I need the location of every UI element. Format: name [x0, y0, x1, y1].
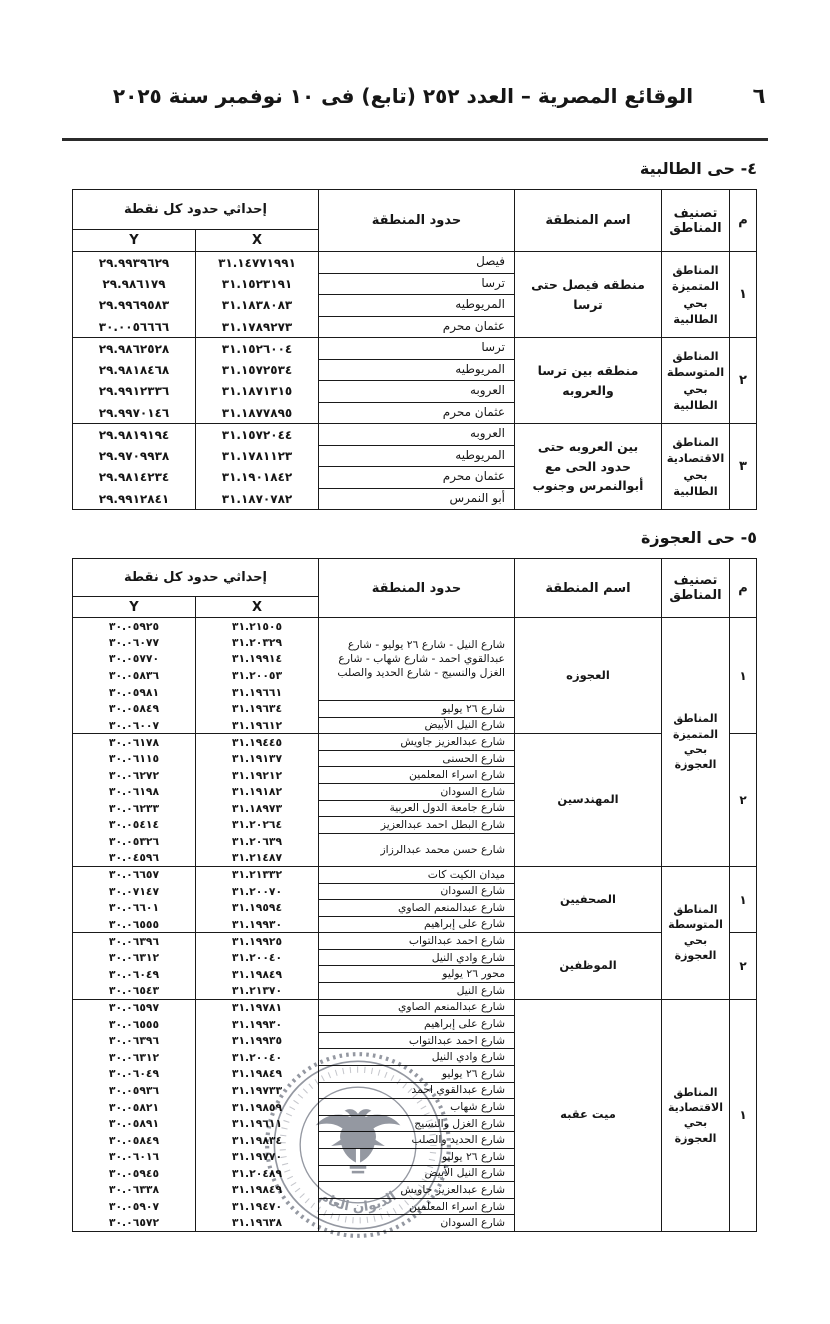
x-coordinate-cell: ٣١.١٩٨٣٤ [196, 1132, 319, 1149]
x-coordinate-cell: ٣١.٢٠٦٣٩ [196, 833, 319, 850]
y-coordinate-cell: ٣٠.٠٦٥٧٢ [73, 1215, 196, 1232]
district-section [73, 527, 757, 1232]
y-coordinate-cell: ٣٠.٠٦٦٠١ [73, 900, 196, 917]
page-header [70, 84, 782, 108]
x-coordinate-cell: ٣١.١٩٧٨١ [196, 999, 319, 1016]
point-row [73, 999, 757, 1016]
boundary-cell: فيصل [319, 252, 515, 274]
area-name-cell: العجوزه [515, 618, 662, 734]
boundary-cell: المريوطيه [319, 295, 515, 317]
y-coordinate-cell: ٣٠.٠٦٢٧٢ [73, 767, 196, 784]
point-row [73, 338, 757, 360]
column-header-num: م [730, 559, 757, 618]
y-coordinate-cell: ٣٠.٠٠٥٦٦٦٦ [73, 316, 196, 338]
boundary-cell: ترسا [319, 273, 515, 295]
x-coordinate-cell: ٣١.٢١٣٧٠ [196, 983, 319, 1000]
y-coordinate-cell: ٢٩.٩٩٧٠١٤٦ [73, 402, 196, 424]
table-header-row [73, 559, 757, 597]
point-row [73, 252, 757, 274]
boundary-cell: عثمان محرم [319, 402, 515, 424]
x-coordinate-cell: ٣١.٢٠٠٤٠ [196, 1049, 319, 1066]
column-header-classification: تصنيف المناطق [662, 190, 730, 252]
x-coordinate-cell: ٣١.١٩٠١٨٤٢ [196, 467, 319, 489]
y-coordinate-cell: ٣٠.٠٥٣٢٦ [73, 833, 196, 850]
section-title: ٤- حى الطالبية [639, 159, 757, 178]
y-coordinate-cell: ٢٩.٩٩٦٩٥٨٣ [73, 295, 196, 317]
boundary-cell: أبو النمرس [319, 488, 515, 510]
y-coordinate-cell: ٣٠.٠٦٣٩٦ [73, 933, 196, 950]
column-header-area-name: اسم المنطقة [515, 559, 662, 618]
x-coordinate-cell: ٣١.١٥٢٦٠٠٤ [196, 338, 319, 360]
x-coordinate-cell: ٣١.١٩٧٣٣ [196, 1082, 319, 1099]
x-coordinate-cell: ٣١.١٩٥٩٤ [196, 900, 319, 917]
area-name-cell: المهندسين [515, 734, 662, 867]
x-coordinate-cell: ٣١.١٩١٨٢ [196, 783, 319, 800]
y-coordinate-cell: ٢٩.٩٩٣٩٦٢٩ [73, 252, 196, 274]
x-coordinate-cell: ٣١.٢٠٠٥٣ [196, 667, 319, 684]
classification-cell: المناطق المتوسطة بحي العجوزة [662, 866, 730, 999]
boundary-cell: ميدان الكيت كات [319, 866, 515, 883]
y-coordinate-cell: ٣٠.٠٥٤١٤ [73, 817, 196, 834]
area-number-cell: ١ [730, 866, 757, 932]
x-coordinate-cell: ٣١.١٩٤٤٥ [196, 734, 319, 751]
y-coordinate-cell: ٣٠.٠٦٢٣٣ [73, 800, 196, 817]
y-coordinate-cell: ٣٠.٠٦٣٣٨ [73, 1182, 196, 1199]
boundary-cell: شارع وادي النيل [319, 1049, 515, 1066]
x-coordinate-cell: ٣١.١٩٦١٢ [196, 717, 319, 734]
coordinates-table [72, 189, 757, 510]
boundary-cell: شارع شهاب [319, 1099, 515, 1116]
y-coordinate-cell: ٣٠.٠٥٩٣٦ [73, 1082, 196, 1099]
y-coordinate-cell: ٣٠.٠٥٨٢١ [73, 1099, 196, 1116]
column-header-y: Y [73, 230, 196, 252]
boundary-cell: شارع اسراء المعلمين [319, 767, 515, 784]
x-coordinate-cell: ٣١.١٩٦١١ [196, 1115, 319, 1132]
y-coordinate-cell: ٣٠.٠٤٥٩٦ [73, 850, 196, 867]
area-number-cell: ٢ [730, 933, 757, 999]
boundary-cell: شارع احمد عبدالتواب [319, 933, 515, 950]
x-coordinate-cell: ٣١.٢١٥٠٥ [196, 618, 319, 635]
boundary-cell: شارع البطل احمد عبدالعزيز [319, 817, 515, 834]
y-coordinate-cell: ٣٠.٠٦٥٤٣ [73, 983, 196, 1000]
point-row [73, 424, 757, 446]
boundary-cell: محور ٢٦ يوليو [319, 966, 515, 983]
boundary-cell: شارع ٢٦ يوليو [319, 1066, 515, 1083]
column-header-y: Y [73, 597, 196, 618]
point-row [73, 933, 757, 950]
boundary-cell: شارع جامعة الدول العربية [319, 800, 515, 817]
area-number-cell: ١ [730, 618, 757, 734]
boundary-cell: المريوطيه [319, 445, 515, 467]
x-coordinate-cell: ٣١.٢٠٠٤٠ [196, 949, 319, 966]
point-row [73, 866, 757, 883]
x-coordinate-cell: ٣١.٢٠٠٧٠ [196, 883, 319, 900]
gazette-content [73, 158, 757, 1232]
x-coordinate-cell: ٣١.١٩١٣٧ [196, 750, 319, 767]
y-coordinate-cell: ٣٠.٠٦١١٥ [73, 750, 196, 767]
x-coordinate-cell: ٣١.١٩٦٣٤ [196, 700, 319, 717]
boundary-cell: ترسا [319, 338, 515, 360]
boundary-cell: شارع عبدالعزيز جاويش [319, 734, 515, 751]
y-coordinate-cell: ٢٩.٩٨١٤٢٣٤ [73, 467, 196, 489]
x-coordinate-cell: ٣١.١٨٧١٣١٥ [196, 381, 319, 403]
y-coordinate-cell: ٣٠.٠٥٨٤٩ [73, 700, 196, 717]
boundary-cell: شارع ٢٦ يوليو [319, 1149, 515, 1166]
coordinates-table [72, 558, 757, 1232]
x-coordinate-cell: ٣١.٢٠٤٨٩ [196, 1165, 319, 1182]
x-coordinate-cell: ٣١.١٥٧٢٠٤٤ [196, 424, 319, 446]
classification-cell: المناطق الاقتصادية بحي الطالبية [662, 424, 730, 510]
boundary-cell: شارع السودان [319, 783, 515, 800]
gazette-header-title: الوقائع المصرية – العدد ٢٥٢ (تابع) فى ١٠ نوفمبر سنة ٢٠٢٥ [112, 84, 694, 108]
boundary-cell: شارع السودان [319, 1215, 515, 1232]
table-header-row [73, 190, 757, 230]
area-name-cell: الموظفين [515, 933, 662, 999]
boundary-cell: عثمان محرم [319, 467, 515, 489]
x-coordinate-cell: ٣١.٢١٤٨٧ [196, 850, 319, 867]
x-coordinate-cell: ٣١.١٩٦٦١ [196, 684, 319, 701]
y-coordinate-cell: ٣٠.٠٥٩٢٥ [73, 618, 196, 635]
x-coordinate-cell: ٣١.١٥٧٢٥٣٤ [196, 359, 319, 381]
x-coordinate-cell: ٣١.١٨٧٧٨٩٥ [196, 402, 319, 424]
boundary-cell: شارع النيل الأبيض [319, 1165, 515, 1182]
point-row [73, 618, 757, 635]
y-coordinate-cell: ٣٠.٠٦٠٤٩ [73, 966, 196, 983]
y-coordinate-cell: ٢٩.٩٩١٢٣٣٦ [73, 381, 196, 403]
y-coordinate-cell: ٢٩.٩٩١٢٨٤١ [73, 488, 196, 510]
area-number-cell: ٢ [730, 734, 757, 867]
x-coordinate-cell: ٣١.١٩٧٧٠ [196, 1149, 319, 1166]
y-coordinate-cell: ٣٠.٠٦٠٠٧ [73, 717, 196, 734]
boundary-cell: المريوطيه [319, 359, 515, 381]
header-divider [62, 138, 768, 141]
y-coordinate-cell: ٢٩.٩٨٦٢٥٢٨ [73, 338, 196, 360]
y-coordinate-cell: ٣٠.٠٥٩٤٥ [73, 1165, 196, 1182]
y-coordinate-cell: ٢٩.٩٨٦١٧٩ [73, 273, 196, 295]
y-coordinate-cell: ٣٠.٠٦٠٤٩ [73, 1066, 196, 1083]
y-coordinate-cell: ٣٠.٠٦٠١٦ [73, 1149, 196, 1166]
x-coordinate-cell: ٣١.١٩٩٣٠ [196, 916, 319, 933]
x-coordinate-cell: ٣١.١٨٣٨٠٨٣ [196, 295, 319, 317]
x-coordinate-cell: ٣١.٢٠٢٦٤ [196, 817, 319, 834]
area-number-cell: ١ [730, 252, 757, 338]
y-coordinate-cell: ٢٩.٩٨١٨٤٦٨ [73, 359, 196, 381]
boundary-cell: العروبه [319, 424, 515, 446]
boundary-cell: شارع الغزل والنسيج [319, 1115, 515, 1132]
area-name-cell: الصحفيين [515, 866, 662, 932]
boundary-cell: شارع عبدالمنعم الصاوي [319, 999, 515, 1016]
column-header-x: X [196, 230, 319, 252]
y-coordinate-cell: ٣٠.٠٦١٧٨ [73, 734, 196, 751]
classification-cell: المناطق المتوسطة بحي الطالبية [662, 338, 730, 424]
y-coordinate-cell: ٣٠.٠٦٥٥٥ [73, 1016, 196, 1033]
boundary-cell: عثمان محرم [319, 316, 515, 338]
y-coordinate-cell: ٣٠.٠٥٩٠٧ [73, 1198, 196, 1215]
boundary-cell: شارع الحسنى [319, 750, 515, 767]
classification-cell: المناطق المتميزة بحي العجوزة [662, 618, 730, 867]
boundary-cell: شارع النيل - شارع ٢٦ يوليو - شارع عبدالقوي احمد - شارع شهاب - شارع الغزل والنسيج - شارع الحديد والصلب [319, 618, 515, 701]
x-coordinate-cell: ٣١.١٩٨٤٩ [196, 1182, 319, 1199]
x-coordinate-cell: ٣١.١٨٩٧٣ [196, 800, 319, 817]
area-number-cell: ٢ [730, 338, 757, 424]
column-header-num: م [730, 190, 757, 252]
y-coordinate-cell: ٣٠.٠٥٨٤٩ [73, 1132, 196, 1149]
y-coordinate-cell: ٣٠.٠٦٣١٢ [73, 1049, 196, 1066]
boundary-cell: شارع عبدالقوي احمد [319, 1082, 515, 1099]
x-coordinate-cell: ٣١.١٩٤٧٠ [196, 1198, 319, 1215]
boundary-cell: شارع على إبراهيم [319, 916, 515, 933]
y-coordinate-cell: ٣٠.٠٥٧٧٠ [73, 651, 196, 668]
x-coordinate-cell: ٣١.١٥٢٣١٩١ [196, 273, 319, 295]
boundary-cell: شارع اسراء المعلمين [319, 1198, 515, 1215]
column-header-classification: تصنيف المناطق [662, 559, 730, 618]
boundary-cell: شارع وادي النيل [319, 949, 515, 966]
classification-cell: المناطق الاقتصادية بحي العجوزة [662, 999, 730, 1231]
area-name-cell: بين العروبه حتى حدود الحى مع أبوالنمرس وجنوب [515, 424, 662, 510]
boundary-cell: شارع عبدالمنعم الصاوي [319, 900, 515, 917]
column-header-boundaries: حدود المنطقة [319, 190, 515, 252]
column-header-area-name: اسم المنطقة [515, 190, 662, 252]
y-coordinate-cell: ٣٠.٠٦٥٩٧ [73, 999, 196, 1016]
boundary-cell: شارع الحديد والصلب [319, 1132, 515, 1149]
x-coordinate-cell: ٣١.١٩٩٣٠ [196, 1016, 319, 1033]
boundary-cell: شارع احمد عبدالتواب [319, 1032, 515, 1049]
x-coordinate-cell: ٣١.١٩٢١٢ [196, 767, 319, 784]
area-name-cell: منطقه فيصل حتى ترسا [515, 252, 662, 338]
column-header-x: X [196, 597, 319, 618]
stamp-text: الديوان العام [316, 1189, 400, 1216]
boundary-cell: شارع على إبراهيم [319, 1016, 515, 1033]
y-coordinate-cell: ٣٠.٠٦٣١٢ [73, 949, 196, 966]
column-header-boundaries: حدود المنطقة [319, 559, 515, 618]
x-coordinate-cell: ٣١.١٧٨١١٢٣ [196, 445, 319, 467]
boundary-cell: شارع النيل الأبيض [319, 717, 515, 734]
page-number: ٦ [752, 84, 766, 108]
point-row [73, 734, 757, 751]
area-number-cell: ٣ [730, 424, 757, 510]
classification-cell: المناطق المتميزة بحي الطالبية [662, 252, 730, 338]
x-coordinate-cell: ٣١.١٩٨٤٩ [196, 1066, 319, 1083]
section-title: ٥- حى العجوزة [640, 528, 757, 547]
x-coordinate-cell: ٣١.١٤٧٧١٩٩١ [196, 252, 319, 274]
area-name-cell: ميت عقبه [515, 999, 662, 1231]
y-coordinate-cell: ٣٠.٠٥٩٨١ [73, 684, 196, 701]
y-coordinate-cell: ٢٩.٩٧٠٩٩٣٨ [73, 445, 196, 467]
area-number-cell: ١ [730, 999, 757, 1231]
x-coordinate-cell: ٣١.١٨٧٠٧٨٢ [196, 488, 319, 510]
y-coordinate-cell: ٣٠.٠٧١٤٧ [73, 883, 196, 900]
boundary-cell: العروبه [319, 381, 515, 403]
boundary-cell: شارع عبدالعزيز جاويش [319, 1182, 515, 1199]
y-coordinate-cell: ٣٠.٠٦٠٧٧ [73, 634, 196, 651]
y-coordinate-cell: ٣٠.٠٥٨٩١ [73, 1115, 196, 1132]
y-coordinate-cell: ٢٩.٩٨١٩١٩٤ [73, 424, 196, 446]
x-coordinate-cell: ٣١.١٩٩١٤ [196, 651, 319, 668]
boundary-cell: شارع السودان [319, 883, 515, 900]
boundary-cell: شارع ٢٦ يوليو [319, 700, 515, 717]
x-coordinate-cell: ٣١.١٩٨٥٩ [196, 1099, 319, 1116]
district-section [73, 158, 757, 510]
x-coordinate-cell: ٣١.١٩٦٣٨ [196, 1215, 319, 1232]
x-coordinate-cell: ٣١.٢١٣٣٢ [196, 866, 319, 883]
x-coordinate-cell: ٣١.١٩٨٤٩ [196, 966, 319, 983]
column-header-coordinates: إحداثي حدود كل نقطة [73, 559, 319, 597]
y-coordinate-cell: ٣٠.٠٦٥٥٥ [73, 916, 196, 933]
boundary-cell: شارع النيل [319, 983, 515, 1000]
area-name-cell: منطقه بين ترسا والعروبه [515, 338, 662, 424]
y-coordinate-cell: ٣٠.٠٦٦٥٧ [73, 866, 196, 883]
y-coordinate-cell: ٣٠.٠٥٨٣٦ [73, 667, 196, 684]
y-coordinate-cell: ٣٠.٠٦٣٩٦ [73, 1032, 196, 1049]
x-coordinate-cell: ٣١.١٧٨٩٢٧٣ [196, 316, 319, 338]
y-coordinate-cell: ٣٠.٠٦١٩٨ [73, 783, 196, 800]
column-header-coordinates: إحداثي حدود كل نقطة [73, 190, 319, 230]
x-coordinate-cell: ٣١.١٩٩٢٥ [196, 933, 319, 950]
x-coordinate-cell: ٣١.٢٠٣٢٩ [196, 634, 319, 651]
x-coordinate-cell: ٣١.١٩٩٣٥ [196, 1032, 319, 1049]
boundary-cell: شارع حسن محمد عبدالرزاز [319, 833, 515, 866]
